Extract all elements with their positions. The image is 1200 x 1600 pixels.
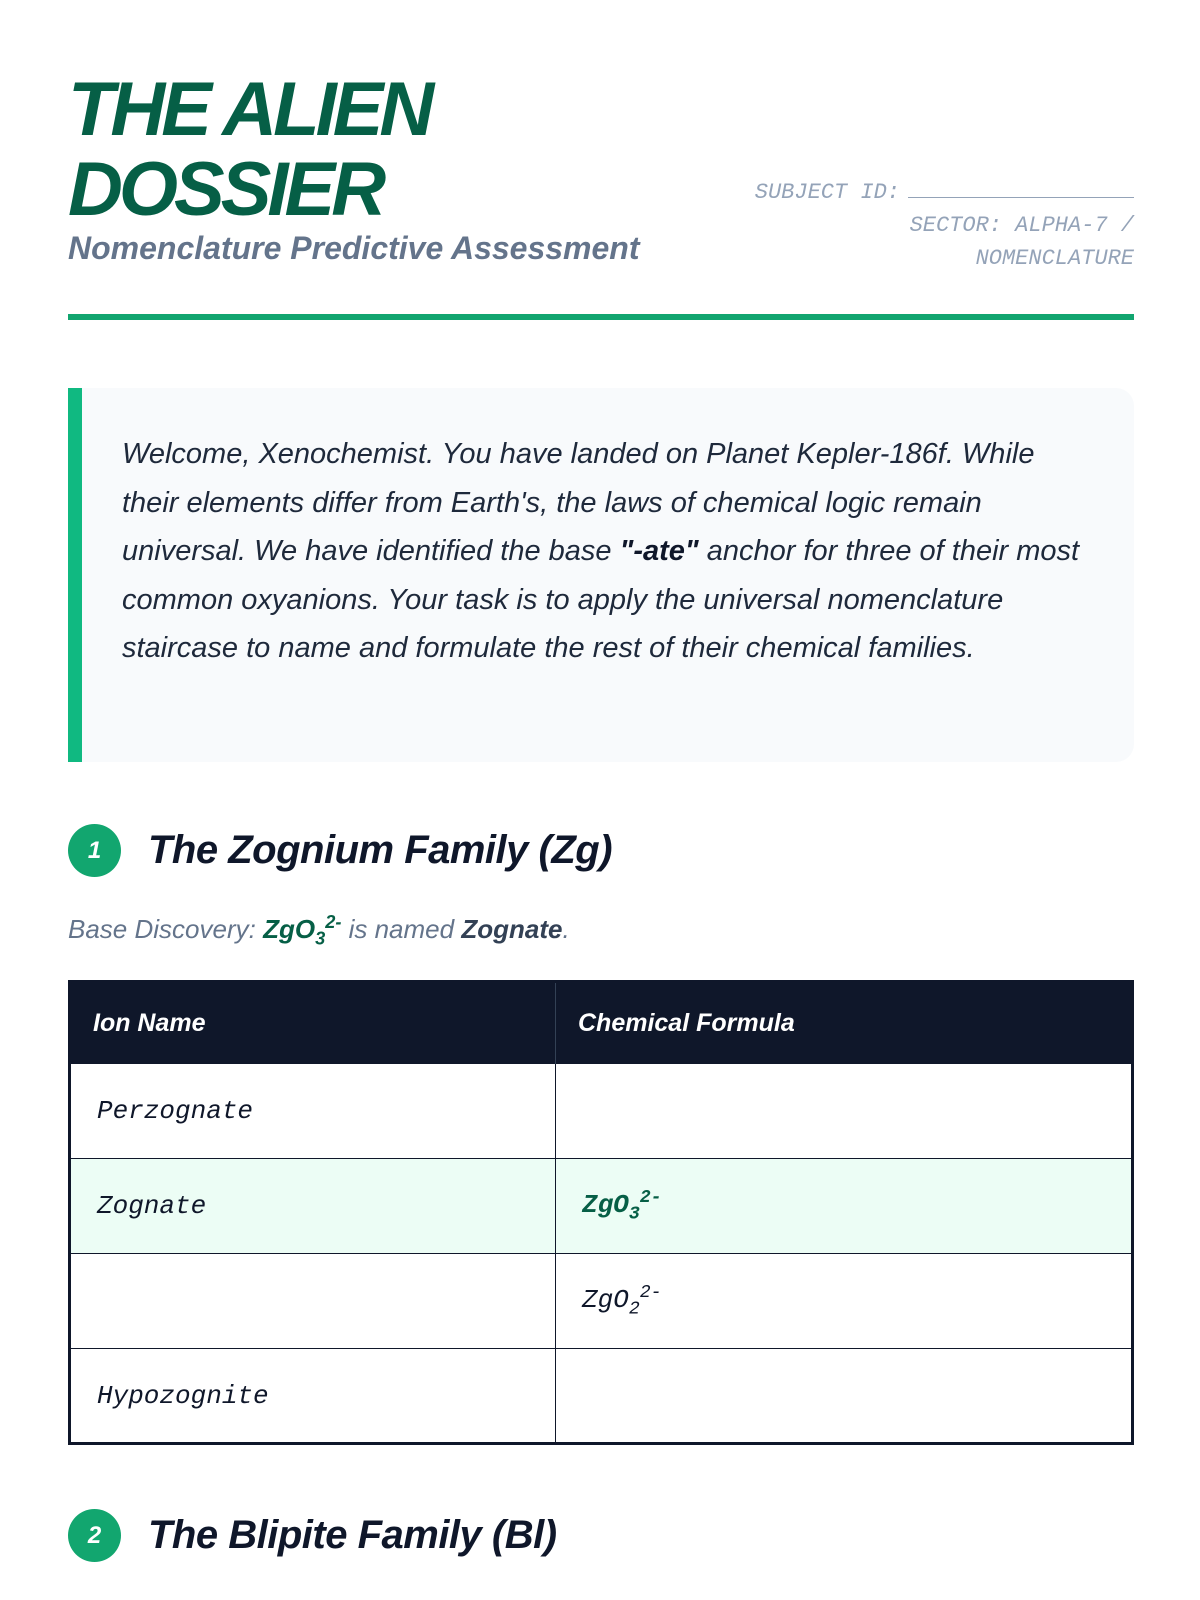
discovery-formula-sup: 2- bbox=[325, 912, 342, 932]
zognium-ion-table bbox=[68, 980, 1134, 1445]
formula-answer-cell[interactable] bbox=[556, 1349, 1133, 1444]
section-1-heading bbox=[68, 824, 612, 877]
formula-base: ZgO bbox=[582, 1284, 629, 1315]
intro-text-part1: Welcome, Xenochemist. You have landed on Planet Kepler-186f. While their elements differ from Earth's, the laws of chemical logic remain universal. We have identified the base bbox=[122, 438, 1035, 567]
column-header-chemical-formula: Chemical Formula bbox=[556, 982, 1133, 1064]
ion-name-cell: Zognate bbox=[70, 1159, 556, 1254]
header-divider bbox=[68, 314, 1134, 320]
intro-emphasis: "-ate" bbox=[619, 535, 699, 567]
title-line-1: THE ALIEN bbox=[68, 67, 431, 152]
discovery-name: Zognate bbox=[461, 914, 563, 944]
formula-answer-cell[interactable] bbox=[556, 1064, 1133, 1159]
formula-sub: 2 bbox=[628, 1299, 640, 1320]
subject-id-line bbox=[755, 176, 1134, 209]
formula-sub: 3 bbox=[628, 1204, 640, 1225]
discovery-formula-base: ZgO bbox=[263, 914, 316, 944]
section-2-number-badge: 2 bbox=[68, 1509, 121, 1562]
formula-cell bbox=[556, 1159, 1133, 1254]
column-header-ion-name: Ion Name bbox=[70, 982, 556, 1064]
page-subtitle: Nomenclature Predictive Assessment bbox=[68, 230, 640, 266]
subject-id-blank[interactable] bbox=[908, 178, 1134, 198]
formula-base: ZgO bbox=[582, 1189, 629, 1220]
dossier-header bbox=[68, 67, 1134, 271]
formula-cell bbox=[556, 1254, 1133, 1349]
ion-name-answer-cell[interactable] bbox=[70, 1254, 556, 1349]
table-row bbox=[70, 1254, 1133, 1349]
discovery-formula-sub: 3 bbox=[315, 928, 326, 949]
subject-id-label: SUBJECT ID: bbox=[754, 180, 900, 205]
discovery-middle: is named bbox=[341, 914, 462, 944]
formula-sup: 2- bbox=[639, 1187, 662, 1208]
section-1-title: The Zognium Family (Zg) bbox=[148, 828, 613, 872]
ion-name-cell: Perzognate bbox=[70, 1064, 556, 1159]
discovery-prefix: Base Discovery: bbox=[68, 914, 264, 944]
table-header-row bbox=[70, 982, 1133, 1064]
formula-sup: 2- bbox=[639, 1282, 662, 1303]
ion-name-cell: Hypozognite bbox=[70, 1349, 556, 1444]
intro-text-part2: anchor for three of their most common oxyanions. Your task is to apply the universal nomenclature staircase to name and formulate the rest of their chemical families. bbox=[122, 535, 1080, 664]
table-row bbox=[70, 1064, 1133, 1159]
sector-line-1: SECTOR: ALPHA-7 / bbox=[909, 213, 1134, 238]
sector-line-2: NOMENCLATURE bbox=[975, 246, 1134, 271]
table-row bbox=[70, 1349, 1133, 1444]
section-2-title: The Blipite Family (Bl) bbox=[148, 1513, 557, 1557]
table-row-highlighted bbox=[70, 1159, 1133, 1254]
section-1-number-badge: 1 bbox=[68, 824, 121, 877]
intro-callout bbox=[68, 388, 1134, 762]
intro-text bbox=[122, 430, 1086, 673]
discovery-formula bbox=[263, 912, 342, 949]
discovery-suffix: . bbox=[562, 914, 570, 944]
section-1-base-discovery bbox=[68, 912, 570, 949]
section-2-heading bbox=[68, 1509, 557, 1562]
subject-meta bbox=[755, 176, 1134, 275]
title-line-2: DOSSIER bbox=[68, 147, 383, 232]
